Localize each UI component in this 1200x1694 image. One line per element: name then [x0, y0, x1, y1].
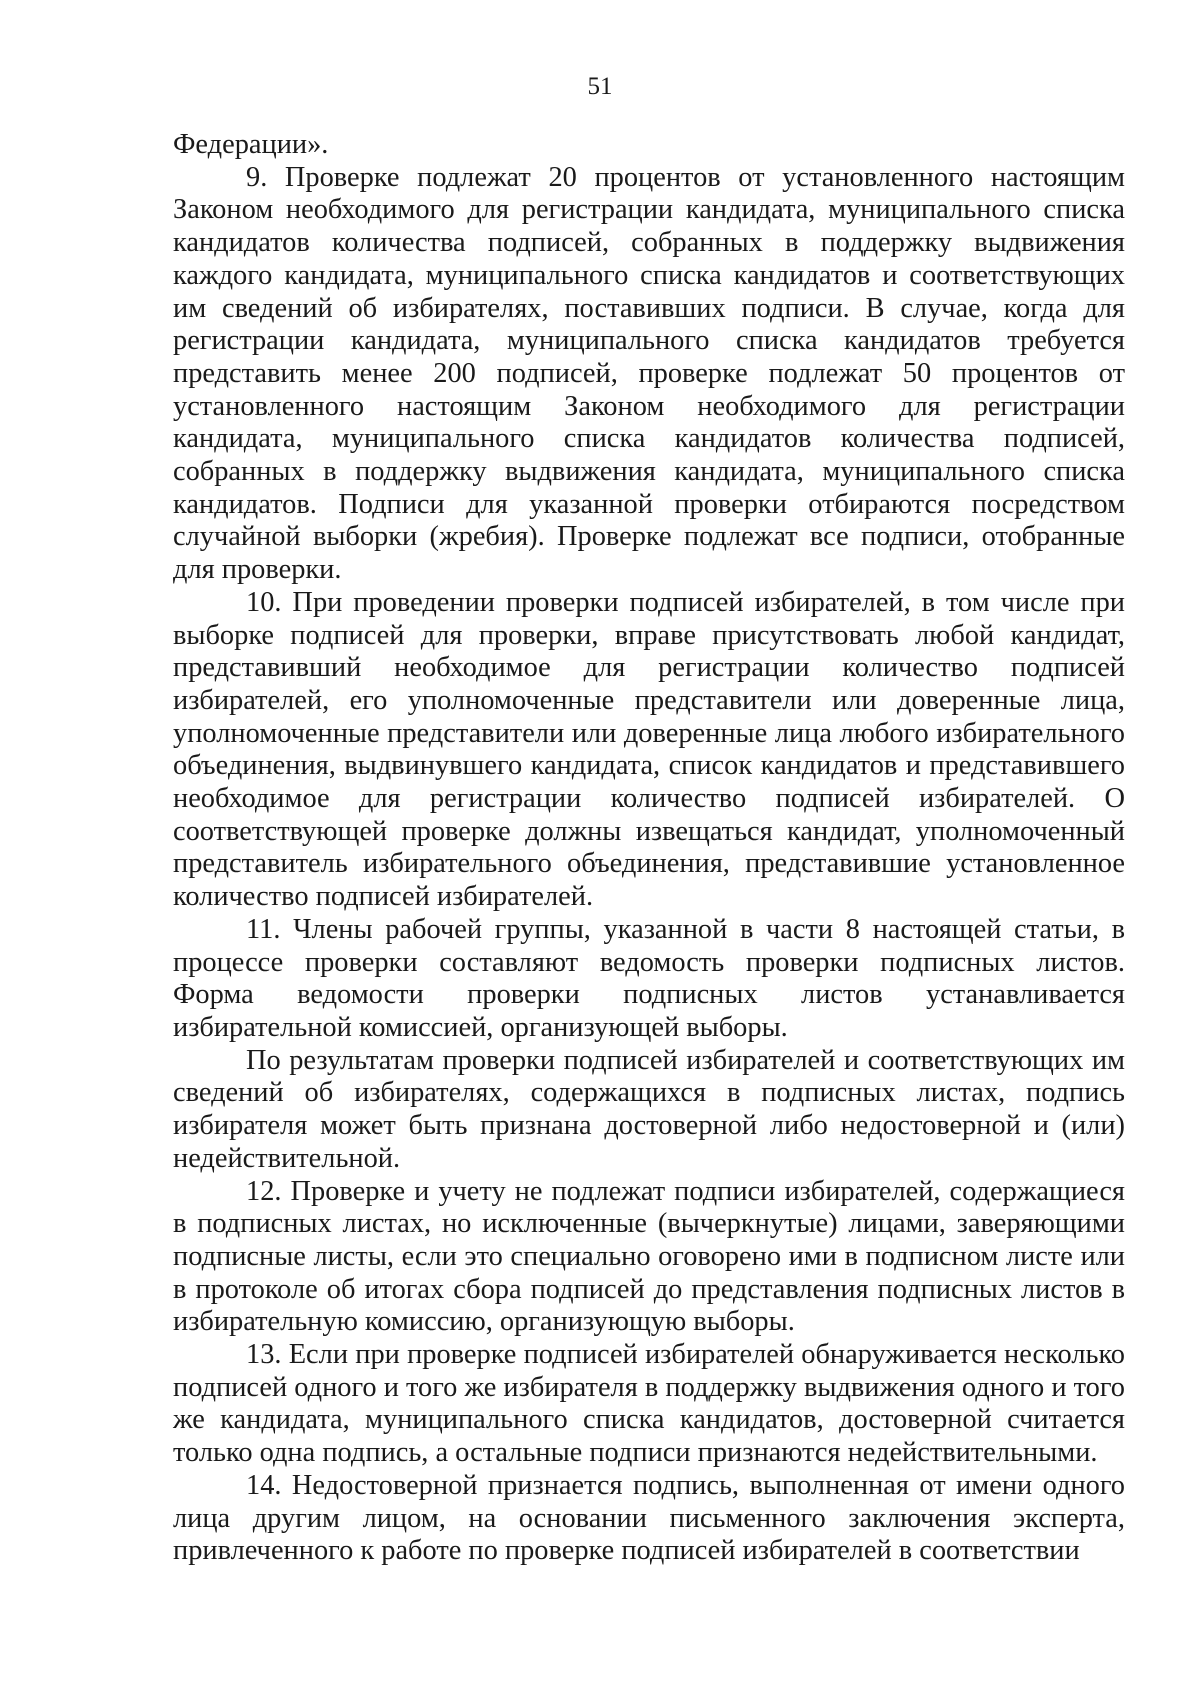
paragraph-item-12: 12. Проверке и учету не подлежат подписи избирателей, содержащиеся в подписных листах, но исключенные (вычеркнутые) лицами, заверяющими подписные листы, если это специально оговорено ими в подписном листе или в протоколе об итогах сбора подписей до представления подписных листов в избирательную комиссию, организующую выборы.	[173, 1175, 1125, 1338]
paragraph-item-13: 13. Если при проверке подписей избирателей обнаруживается несколько подписей одного и того же избирателя в поддержку выдвижения одного и того же кандидата, муниципального списка кандидатов, достоверной считается только одна подпись, а остальные подписи признаются недействительными.	[173, 1339, 1125, 1469]
document-body	[173, 129, 1125, 1568]
paragraph-item-11: 11. Члены рабочей группы, указанной в части 8 настоящей статьи, в процессе проверки составляют ведомость проверки подписных листов. Форма ведомости проверки подписных листов устанавливается избирательной комиссией, организующей выборы.	[173, 913, 1125, 1043]
paragraph-item-14: 14. Недостоверной признается подпись, выполненная от имени одного лица другим лицом, на основании письменного заключения эксперта, привлеченного к работе по проверке подписей избирателей в соответствии	[173, 1469, 1125, 1567]
paragraph-verification-results: По результатам проверки подписей избирателей и соответствующих им сведений об избирателях, содержащихся в подписных листах, подпись избирателя может быть признана достоверной либо недостоверной и (или) недействительной.	[173, 1044, 1125, 1174]
page-number: 51	[587, 73, 613, 100]
paragraph-item-9: 9. Проверке подлежат 20 процентов от установленного настоящим Законом необходимого для регистрации кандидата, муниципального списка кандидатов количества подписей, собранных в поддержку выдвижения каждого кандидата, муниципального списка кандидатов и соответствующих им сведений об избирателях, поставивших подписи. В случае, когда для регистрации кандидата, муниципального списка кандидатов требуется представить менее 200 подписей, проверке подлежат 50 процентов от установленного настоящим Законом необходимого для регистрации кандидата, муниципального списка кандидатов количества подписей, собранных в поддержку выдвижения кандидата, муниципального списка кандидатов. Подписи для указанной проверки отбираются посредством случайной выборки (жребия). Проверке подлежат все подписи, отобранные для проверки.	[173, 161, 1125, 586]
paragraph-continuation: Федерации».	[173, 129, 329, 160]
paragraph-item-10: 10. При проведении проверки подписей избирателей, в том числе при выборке подписей для проверки, вправе присутствовать любой кандидат, представивший необходимое для регистрации количество подписей избирателей, его уполномоченные представители или доверенные лица, уполномоченные представители или доверенные лица любого избирательного объединения, выдвинувшего кандидата, список кандидатов и представившего необходимое для регистрации количество подписей избирателей. О соответствующей проверке должны извещаться кандидат, уполномоченный представитель избирательного объединения, представившие установленное количество подписей избирателей.	[173, 586, 1125, 913]
